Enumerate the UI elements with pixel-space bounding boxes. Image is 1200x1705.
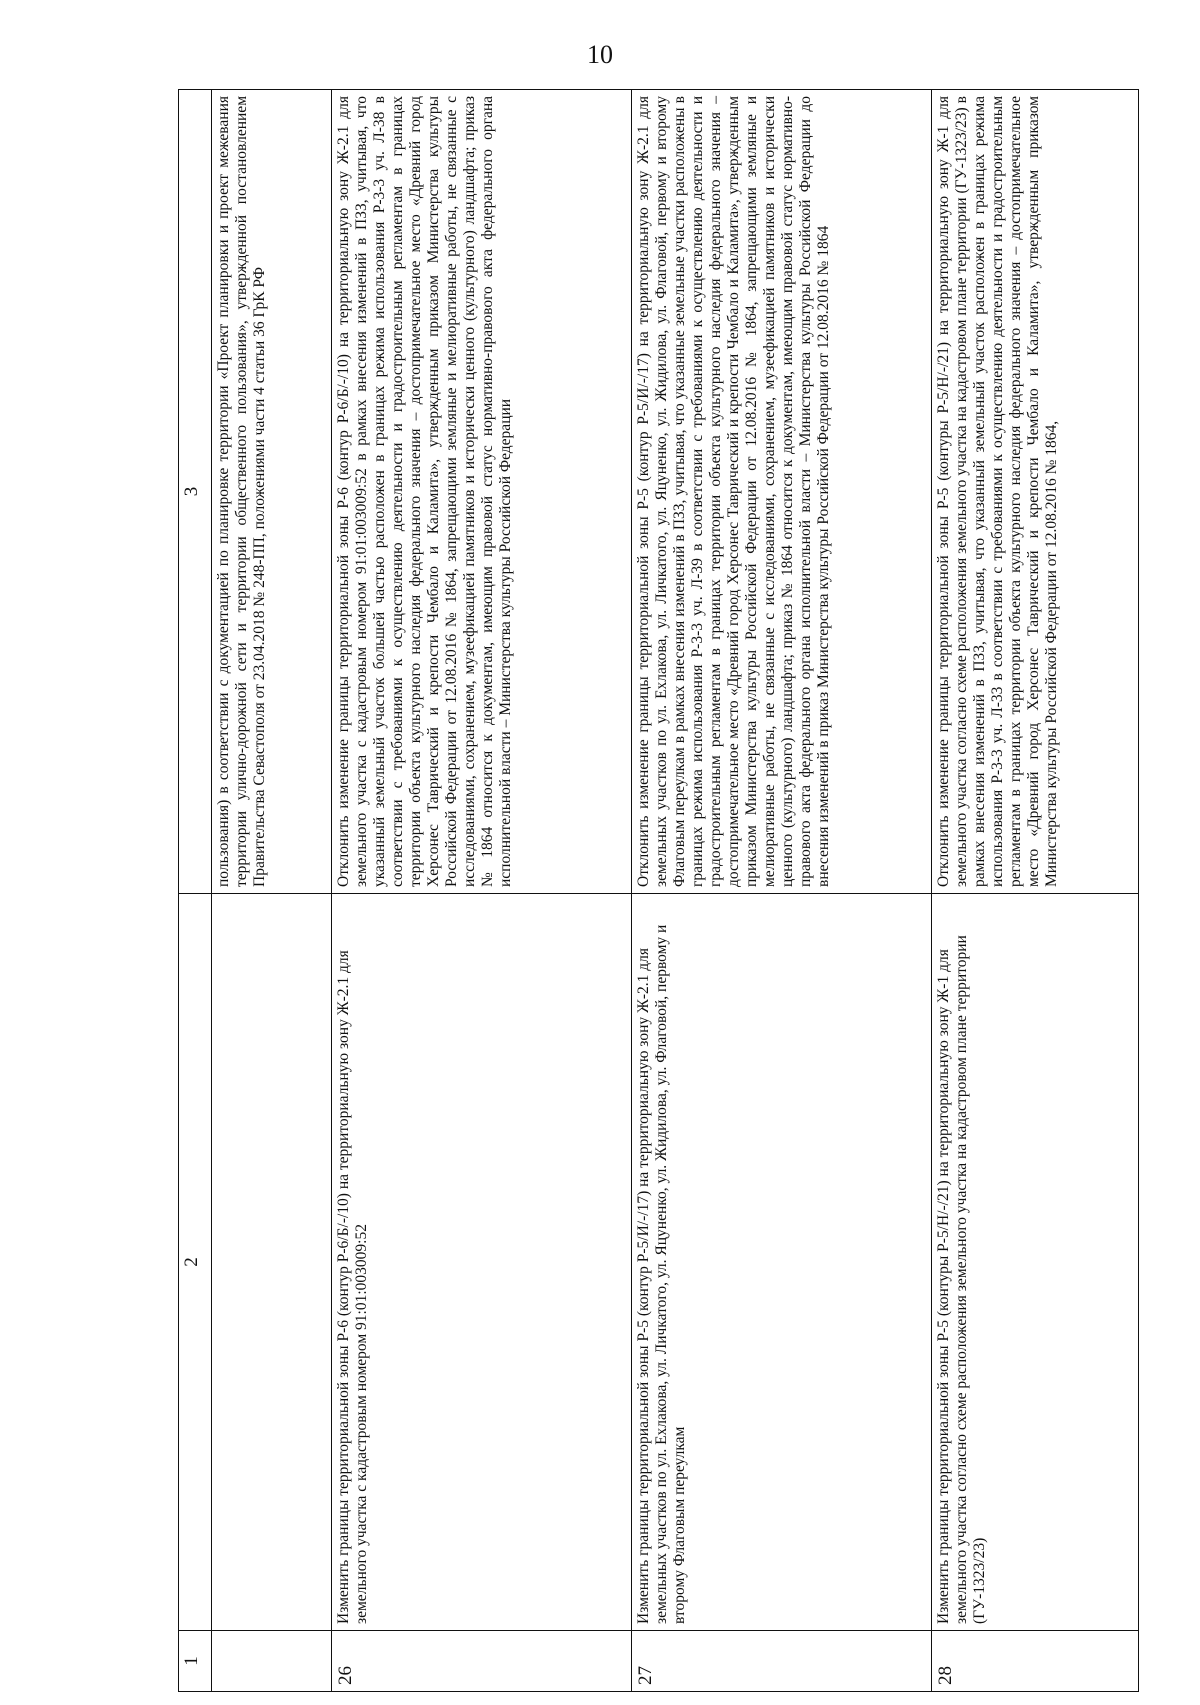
table-row <box>212 90 332 1692</box>
decisions-table <box>178 89 1139 1692</box>
row-number <box>212 1631 332 1692</box>
table-row <box>632 90 932 1692</box>
row-number: 28 <box>932 1631 1139 1692</box>
page-number: 10 <box>587 40 613 69</box>
header-col-1: 1 <box>179 1631 212 1692</box>
proposed-change-cell: Изменить границы территориальной зоны Р-6 (контур Р-6/Б/-/10) на территориальную зону Ж-2.1 для земельного участка с кадастровым номером 91:01:003009:52 <box>332 894 632 1631</box>
proposed-change-cell: Изменить границы территориальной зоны Р-5 (контуры Р-5/Н/-/21) на территориальную зону Ж-1 для земельного участка согласно схеме расположения земельного участка на кадастровом плане территории (ГУ-1323/23) <box>932 894 1139 1631</box>
decision-cell: пользования) в соответствии с документацией по планировке территории «Проект планировки и проект межевания территории улично-дорожной сети и территории общественного пользования», утвержденной постановлением Правительства Севастополя от 23.04.2018 № 248-ПП, положениями части 4 статьи 36 ГрК РФ <box>212 90 332 894</box>
row-number: 26 <box>332 1631 632 1692</box>
decision-cell: Отклонить изменение границы территориальной зоны Р-5 (контур Р-5/И/-/17) на территориальную зону Ж-2.1 для земельных участков по ул. Ехлакова, ул. Личкатого, ул. Яцуненко, ул. Жидилова, ул. Флаговой, первому и второму Флаговым переулкам в рамках внесения изменений в ПЗЗ, учитывая, что указанные земельные участки расположены в границах режима использования Р-3-3 уч. Л-39 в соответствии с требованиями к осуществлению деятельности и градостроительным регламентам в границах территории объекта культурного наследия федерального значения – достопримечательное место «Древний город Херсонес Таврический и крепости Чембало и Каламита», утвержденным приказом Министерства культуры Российской Федерации от 12.08.2016 № 1864, запрещающими земляные и мелиоративные работы, не связанные с исследованиями, сохранением, музеефикацией памятников и исторически ценного (культурного) ландшафта; приказ № 1864 относится к документам, имеющим правовой статус нормативно-правового акта федерального органа исполнительной власти – Министерства культуры Российской Федерации до внесения изменений в приказ Министерства культуры Российской Федерации от 12.08.2016 № 1864 <box>632 90 932 894</box>
rotated-table-wrapper <box>178 96 1133 1692</box>
proposed-change-cell: Изменить границы территориальной зоны Р-5 (контур Р-5/И/-/17) на территориальную зону Ж-2.1 для земельных участков по ул. Ехлакова, ул. Личкатого, ул. Яцуненко, ул. Жидилова, ул. Флаговой, первому и второму Флаговым переулкам <box>632 894 932 1631</box>
header-col-2: 2 <box>179 894 212 1631</box>
header-col-3: 3 <box>179 90 212 894</box>
table-header-row <box>179 90 212 1692</box>
table-row <box>332 90 632 1692</box>
row-number: 27 <box>632 1631 932 1692</box>
decision-cell: Отклонить изменение границы территориальной зоны Р-5 (контуры Р-5/Н/-/21) на территориальную зону Ж-1 для земельного участка согласно схеме расположения земельного участка на кадастровом плане территории (ГУ-1323/23) в рамках внесения изменений в ПЗЗ, учитывая, что указанный земельный участок расположен в границах режима использования Р-3-3 уч. Л-33 в соответствии с требованиями к осуществлению деятельности и градостроительным регламентам в границах территории объекта культурного наследия федерального значения – достопримечательное место «Древний город Херсонес Таврический и крепости Чембало и Каламита», утвержденным приказом Министерства культуры Российской Федерации от 12.08.2016 № 1864, <box>932 90 1139 894</box>
table-row <box>932 90 1139 1692</box>
proposed-change-cell <box>212 894 332 1631</box>
decision-cell: Отклонить изменение границы территориальной зоны Р-6 (контур Р-6/Б/-/10) на территориальную зону Ж-2.1 для земельного участка с кадастровым номером 91:01:003009:52 в рамках внесения изменений в ПЗЗ, учитывая, что указанный земельный участок большей частью расположен в границах режима использования Р-3-3 уч. Л-38 в соответствии с требованиями к осуществлению деятельности и градостроительным регламентам в границах территории объекта культурного наследия федерального значения – достопримечательное место «Древний город Херсонес Таврический и крепости Чембало и Каламита», утвержденным приказом Министерства культуры Российской Федерации от 12.08.2016 № 1864, запрещающими земляные и мелиоративные работы, не связанные с исследованиями, сохранением, музеефикацией памятников и исторически ценного (культурного) ландшафта; приказ № 1864 относится к документам, имеющим правовой статус нормативно-правового акта федерального органа исполнительной власти – Министерства культуры Российской Федерации <box>332 90 632 894</box>
